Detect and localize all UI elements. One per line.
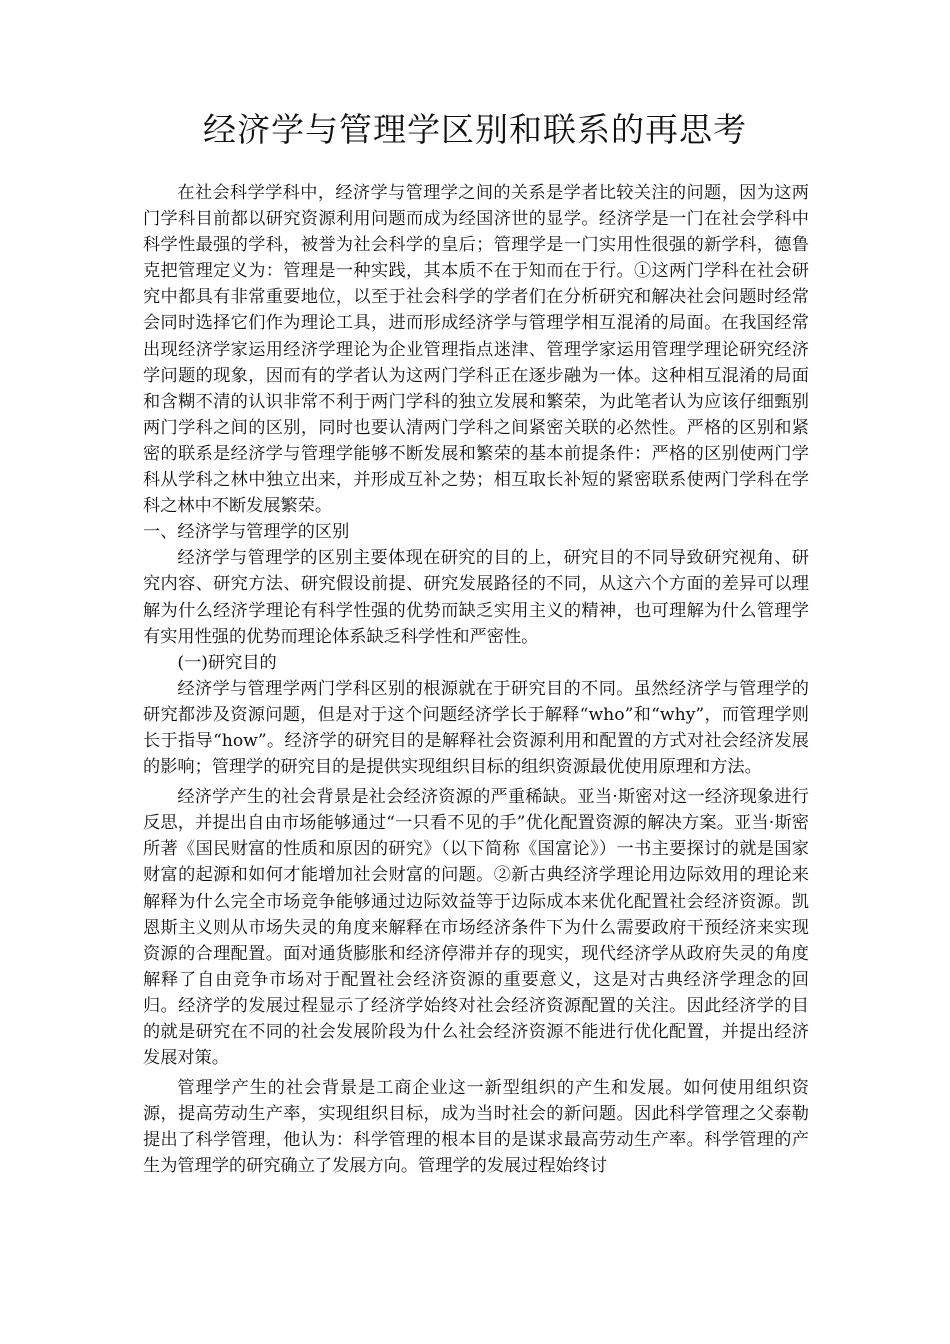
paragraph-economics-background: 经济学产生的社会背景是社会经济资源的严重稀缺。亚当·斯密对这一经济现象进行反思，并提出自由市场能够通过“一只看不见的手”优化配置资源的解决方案。亚当·斯密所著《国民财富的性质和原因的研究》（以下简称《国富论》）一书主要探讨的就是国家财富的起源和如何才能增加社会财富的问题。②新古典经济学理论用边际效用的理论来解释为什么完全市场竞争能够通过边际效益等于边际成本来优化配置社会经济资源。凯恩斯主义则从市场失灵的角度来解释在市场经济条件下为什么需要政府干预经济来实现资源的合理配置。面对通货膨胀和经济停滞并存的现实，现代经济学从政府失灵的角度解释了自由竞争市场对于配置社会经济资源的重要意义，这是对古典经济学理念的回归。经济学的发展过程显示了经济学始终对社会经济资源配置的关注。因此经济学的目的就是研究在不同的社会发展阶段为什么社会经济资源不能进行优化配置，并提出经济发展对策。 (143, 787, 809, 1069)
document-body (143, 180, 809, 1180)
page-title: 经济学与管理学区别和联系的再思考 (203, 110, 747, 149)
paragraph-purpose: 经济学与管理学两门学科区别的根源就在于研究目的不同。虽然经济学与管理学的研究都涉及资源问题，但是对于这个问题经济学长于解释“who”和“why”，而管理学则长于指导“how”。经济学的研究目的是解释社会资源利用和配置的方式对社会经济发展的影响；管理学的研究目的是提供实现组织目标的组织资源最优使用原理和方法。 (143, 678, 809, 778)
section-heading: 一、经济学与管理学的区别 (143, 522, 350, 543)
paragraph-management-background: 管理学产生的社会背景是工商企业这一新型组织的产生和发展。如何使用组织资源，提高劳动生产率，实现组织目标，成为当时社会的新问题。因此科学管理之父泰勒提出了科学管理，他认为：科学管理的根本目的是谋求最高劳动生产率。科学管理的产生为管理学的研究确立了发展方向。管理学的发展过程始终讨 (143, 1078, 809, 1177)
paragraph-differences: 经济学与管理学的区别主要体现在研究的目的上，研究目的不同导致研究视角、研究内容、研究方法、研究假设前提、研究发展路径的不同，从这六个方面的差异可以理解为什么经济学理论有科学性强的优势而缺乏实用主义的精神，也可理解为什么管理学有实用性强的优势而理论体系缺乏科学性和严密性。 (143, 548, 809, 647)
subsection-heading: (一)研究目的 (177, 652, 277, 673)
paragraph-intro: 在社会科学学科中，经济学与管理学之间的关系是学者比较关注的问题，因为这两门学科目前都以研究资源利用问题而成为经国济世的显学。经济学是一门在社会学科中科学性最强的学科，被誉为社会科学的皇后；管理学是一门实用性很强的新学科，德鲁克把管理定义为：管理是一种实践，其本质不在于知而在于行。①这两门学科在社会研究中都具有非常重要地位，以至于社会科学的学者们在分析研究和解决社会问题时经常会同时选择它们作为理论工具，进而形成经济学与管理学相互混淆的局面。在我国经常出现经济学家运用经济学理论为企业管理指点迷津、管理学家运用管理学理论研究经济学问题的现象，因而有的学者认为这两门学科正在逐步融为一体。这种相互混淆的局面和含糊不清的认识非常不利于两门学科的独立发展和繁荣，为此笔者认为应该仔细甄别两门学科之间的区别，同时也要认清两门学科之间紧密关联的必然性。严格的区别和紧密的联系是经济学与管理学能够不断发展和繁荣的基本前提条件：严格的区别使两门学科从学科之林中独立出来，并形成互补之势；相互取长补短的紧密联系使两门学科在学科之林中不断发展繁荣。 (143, 183, 809, 517)
